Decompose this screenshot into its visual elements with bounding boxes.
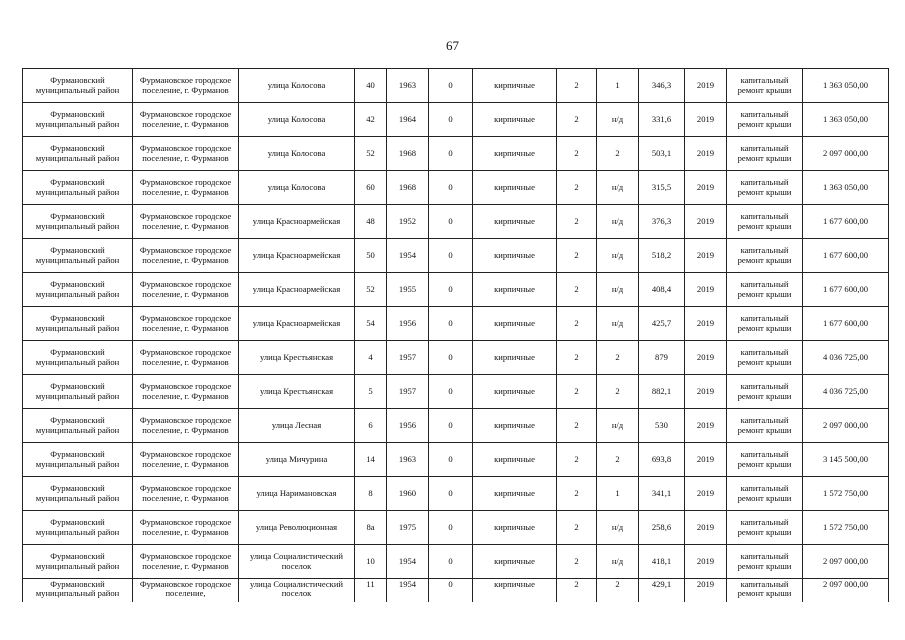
- work-type-cell: капитальный ремонт крыши: [727, 239, 803, 273]
- page-number: 67: [446, 38, 459, 53]
- area-cell: 341,1: [639, 477, 685, 511]
- cost-cell: 1 572 750,00: [803, 477, 889, 511]
- plan-year-cell: 2019: [685, 375, 727, 409]
- wall-material-cell: кирпичные: [473, 341, 557, 375]
- house-number-cell: 10: [355, 545, 387, 579]
- settlement-cell: Фурмановское городское поселение, г. Фурманов: [133, 239, 239, 273]
- district-cell: Фурмановский муниципальный район: [23, 341, 133, 375]
- plan-year-cell: 2019: [685, 205, 727, 239]
- work-type-cell: капитальный ремонт крыши: [727, 205, 803, 239]
- cost-cell: 2 097 000,00: [803, 545, 889, 579]
- area-cell: 258,6: [639, 511, 685, 545]
- cost-cell: 1 677 600,00: [803, 307, 889, 341]
- zero-value-cell: 0: [429, 205, 473, 239]
- build-year-cell: 1957: [387, 341, 429, 375]
- house-number-cell: 60: [355, 171, 387, 205]
- district-cell: Фурмановский муниципальный район: [23, 69, 133, 103]
- settlement-cell: Фурмановское городское поселение, г. Фурманов: [133, 409, 239, 443]
- district-cell: Фурмановский муниципальный район: [23, 409, 133, 443]
- floors-cell: 2: [557, 409, 597, 443]
- table-row: [23, 443, 889, 477]
- area-cell: 346,3: [639, 69, 685, 103]
- cost-cell: 1 677 600,00: [803, 239, 889, 273]
- table-row: [23, 273, 889, 307]
- house-number-cell: 4: [355, 341, 387, 375]
- zero-value-cell: 0: [429, 477, 473, 511]
- settlement-cell: Фурмановское городское поселение, г. Фурманов: [133, 205, 239, 239]
- house-number-cell: 54: [355, 307, 387, 341]
- street-cell: улица Красноармейская: [239, 239, 355, 273]
- cost-cell: 2 097 000,00: [803, 409, 889, 443]
- plan-year-cell: 2019: [685, 307, 727, 341]
- table-row: [23, 307, 889, 341]
- area-cell: 315,5: [639, 171, 685, 205]
- district-cell: Фурмановский муниципальный район: [23, 375, 133, 409]
- plan-year-cell: 2019: [685, 477, 727, 511]
- floors-cell: 2: [557, 375, 597, 409]
- zero-value-cell: 0: [429, 273, 473, 307]
- street-cell: улица Мичурина: [239, 443, 355, 477]
- area-cell: 503,1: [639, 137, 685, 171]
- cost-cell: 1 363 050,00: [803, 171, 889, 205]
- plan-year-cell: 2019: [685, 579, 727, 603]
- build-year-cell: 1955: [387, 273, 429, 307]
- cost-cell: 2 097 000,00: [803, 137, 889, 171]
- build-year-cell: 1956: [387, 409, 429, 443]
- entrances-cell: н/д: [597, 103, 639, 137]
- house-number-cell: 50: [355, 239, 387, 273]
- table-row: [23, 205, 889, 239]
- plan-year-cell: 2019: [685, 341, 727, 375]
- settlement-cell: Фурмановское городское поселение, г. Фурманов: [133, 273, 239, 307]
- settlement-cell: Фурмановское городское поселение, г. Фурманов: [133, 307, 239, 341]
- work-type-cell: капитальный ремонт крыши: [727, 511, 803, 545]
- settlement-cell: Фурмановское городское поселение, г. Фурманов: [133, 341, 239, 375]
- entrances-cell: 1: [597, 477, 639, 511]
- cost-cell: 1 363 050,00: [803, 103, 889, 137]
- wall-material-cell: кирпичные: [473, 205, 557, 239]
- house-number-cell: 5: [355, 375, 387, 409]
- house-number-cell: 11: [355, 579, 387, 603]
- street-cell: улица Социалистический поселок: [239, 579, 355, 603]
- house-number-cell: 52: [355, 273, 387, 307]
- build-year-cell: 1952: [387, 205, 429, 239]
- zero-value-cell: 0: [429, 341, 473, 375]
- build-year-cell: 1960: [387, 477, 429, 511]
- build-year-cell: 1957: [387, 375, 429, 409]
- entrances-cell: 2: [597, 137, 639, 171]
- street-cell: улица Колосова: [239, 69, 355, 103]
- area-cell: 425,7: [639, 307, 685, 341]
- wall-material-cell: кирпичные: [473, 443, 557, 477]
- wall-material-cell: кирпичные: [473, 171, 557, 205]
- entrances-cell: 1: [597, 69, 639, 103]
- zero-value-cell: 0: [429, 307, 473, 341]
- house-number-cell: 42: [355, 103, 387, 137]
- zero-value-cell: 0: [429, 171, 473, 205]
- build-year-cell: 1954: [387, 545, 429, 579]
- build-year-cell: 1968: [387, 137, 429, 171]
- street-cell: улица Наримановская: [239, 477, 355, 511]
- work-type-cell: капитальный ремонт крыши: [727, 409, 803, 443]
- house-number-cell: 8: [355, 477, 387, 511]
- zero-value-cell: 0: [429, 511, 473, 545]
- cost-cell: 4 036 725,00: [803, 341, 889, 375]
- cost-cell: 1 363 050,00: [803, 69, 889, 103]
- wall-material-cell: кирпичные: [473, 409, 557, 443]
- work-type-cell: капитальный ремонт крыши: [727, 477, 803, 511]
- settlement-cell: Фурмановское городское поселение,: [133, 579, 239, 603]
- cost-cell: 1 677 600,00: [803, 205, 889, 239]
- cost-cell: 4 036 725,00: [803, 375, 889, 409]
- work-type-cell: капитальный ремонт крыши: [727, 579, 803, 603]
- entrances-cell: н/д: [597, 239, 639, 273]
- area-cell: 408,4: [639, 273, 685, 307]
- settlement-cell: Фурмановское городское поселение, г. Фурманов: [133, 137, 239, 171]
- floors-cell: 2: [557, 273, 597, 307]
- settlement-cell: Фурмановское городское поселение, г. Фурманов: [133, 375, 239, 409]
- table-row: [23, 511, 889, 545]
- district-cell: Фурмановский муниципальный район: [23, 443, 133, 477]
- work-type-cell: капитальный ремонт крыши: [727, 443, 803, 477]
- entrances-cell: н/д: [597, 409, 639, 443]
- work-type-cell: капитальный ремонт крыши: [727, 307, 803, 341]
- floors-cell: 2: [557, 579, 597, 603]
- floors-cell: 2: [557, 69, 597, 103]
- area-cell: 518,2: [639, 239, 685, 273]
- table-row: [23, 137, 889, 171]
- street-cell: улица Крестьянская: [239, 375, 355, 409]
- entrances-cell: н/д: [597, 273, 639, 307]
- zero-value-cell: 0: [429, 409, 473, 443]
- zero-value-cell: 0: [429, 239, 473, 273]
- cost-cell: 1 677 600,00: [803, 273, 889, 307]
- settlement-cell: Фурмановское городское поселение, г. Фурманов: [133, 545, 239, 579]
- entrances-cell: 2: [597, 579, 639, 603]
- build-year-cell: 1975: [387, 511, 429, 545]
- house-number-cell: 48: [355, 205, 387, 239]
- wall-material-cell: кирпичные: [473, 307, 557, 341]
- work-type-cell: капитальный ремонт крыши: [727, 137, 803, 171]
- plan-year-cell: 2019: [685, 69, 727, 103]
- area-cell: 882,1: [639, 375, 685, 409]
- settlement-cell: Фурмановское городское поселение, г. Фурманов: [133, 171, 239, 205]
- district-cell: Фурмановский муниципальный район: [23, 273, 133, 307]
- district-cell: Фурмановский муниципальный район: [23, 545, 133, 579]
- cost-cell: 1 572 750,00: [803, 511, 889, 545]
- build-year-cell: 1963: [387, 443, 429, 477]
- plan-year-cell: 2019: [685, 239, 727, 273]
- house-number-cell: 52: [355, 137, 387, 171]
- area-cell: 879: [639, 341, 685, 375]
- table-row: [23, 69, 889, 103]
- district-cell: Фурмановский муниципальный район: [23, 103, 133, 137]
- street-cell: улица Красноармейская: [239, 273, 355, 307]
- settlement-cell: Фурмановское городское поселение, г. Фурманов: [133, 511, 239, 545]
- build-year-cell: 1964: [387, 103, 429, 137]
- build-year-cell: 1963: [387, 69, 429, 103]
- entrances-cell: 2: [597, 443, 639, 477]
- work-type-cell: капитальный ремонт крыши: [727, 103, 803, 137]
- build-year-cell: 1954: [387, 239, 429, 273]
- entrances-cell: н/д: [597, 511, 639, 545]
- settlement-cell: Фурмановское городское поселение, г. Фурманов: [133, 443, 239, 477]
- wall-material-cell: кирпичные: [473, 579, 557, 603]
- district-cell: Фурмановский муниципальный район: [23, 239, 133, 273]
- entrances-cell: 2: [597, 375, 639, 409]
- plan-year-cell: 2019: [685, 171, 727, 205]
- wall-material-cell: кирпичные: [473, 137, 557, 171]
- wall-material-cell: кирпичные: [473, 511, 557, 545]
- build-year-cell: 1956: [387, 307, 429, 341]
- wall-material-cell: кирпичные: [473, 69, 557, 103]
- wall-material-cell: кирпичные: [473, 103, 557, 137]
- zero-value-cell: 0: [429, 137, 473, 171]
- cost-cell: 3 145 500,00: [803, 443, 889, 477]
- cost-cell: 2 097 000,00: [803, 579, 889, 603]
- plan-year-cell: 2019: [685, 273, 727, 307]
- table-row: [23, 239, 889, 273]
- settlement-cell: Фурмановское городское поселение, г. Фурманов: [133, 477, 239, 511]
- floors-cell: 2: [557, 545, 597, 579]
- work-type-cell: капитальный ремонт крыши: [727, 375, 803, 409]
- area-cell: 429,1: [639, 579, 685, 603]
- street-cell: улица Крестьянская: [239, 341, 355, 375]
- floors-cell: 2: [557, 307, 597, 341]
- house-number-cell: 40: [355, 69, 387, 103]
- build-year-cell: 1968: [387, 171, 429, 205]
- street-cell: улица Колосова: [239, 103, 355, 137]
- plan-year-cell: 2019: [685, 409, 727, 443]
- zero-value-cell: 0: [429, 579, 473, 603]
- area-cell: 693,8: [639, 443, 685, 477]
- district-cell: Фурмановский муниципальный район: [23, 579, 133, 603]
- street-cell: улица Красноармейская: [239, 205, 355, 239]
- street-cell: улица Колосова: [239, 171, 355, 205]
- zero-value-cell: 0: [429, 103, 473, 137]
- plan-year-cell: 2019: [685, 103, 727, 137]
- zero-value-cell: 0: [429, 545, 473, 579]
- floors-cell: 2: [557, 171, 597, 205]
- table-row: [23, 409, 889, 443]
- plan-year-cell: 2019: [685, 443, 727, 477]
- entrances-cell: 2: [597, 341, 639, 375]
- table-row: [23, 171, 889, 205]
- house-number-cell: 14: [355, 443, 387, 477]
- area-cell: 331,6: [639, 103, 685, 137]
- floors-cell: 2: [557, 511, 597, 545]
- table-row: [23, 579, 889, 603]
- entrances-cell: н/д: [597, 171, 639, 205]
- table-row: [23, 341, 889, 375]
- floors-cell: 2: [557, 137, 597, 171]
- wall-material-cell: кирпичные: [473, 545, 557, 579]
- street-cell: улица Лесная: [239, 409, 355, 443]
- wall-material-cell: кирпичные: [473, 239, 557, 273]
- settlement-cell: Фурмановское городское поселение, г. Фурманов: [133, 69, 239, 103]
- repair-program-table: [22, 68, 889, 602]
- table-row: [23, 103, 889, 137]
- table-row: [23, 477, 889, 511]
- floors-cell: 2: [557, 205, 597, 239]
- area-cell: 418,1: [639, 545, 685, 579]
- area-cell: 530: [639, 409, 685, 443]
- plan-year-cell: 2019: [685, 511, 727, 545]
- street-cell: улица Социалистический поселок: [239, 545, 355, 579]
- work-type-cell: капитальный ремонт крыши: [727, 69, 803, 103]
- work-type-cell: капитальный ремонт крыши: [727, 545, 803, 579]
- entrances-cell: н/д: [597, 545, 639, 579]
- street-cell: улица Красноармейская: [239, 307, 355, 341]
- wall-material-cell: кирпичные: [473, 273, 557, 307]
- work-type-cell: капитальный ремонт крыши: [727, 273, 803, 307]
- table-body: [23, 69, 889, 603]
- table-row: [23, 545, 889, 579]
- district-cell: Фурмановский муниципальный район: [23, 307, 133, 341]
- house-number-cell: 6: [355, 409, 387, 443]
- floors-cell: 2: [557, 443, 597, 477]
- house-number-cell: 8а: [355, 511, 387, 545]
- district-cell: Фурмановский муниципальный район: [23, 511, 133, 545]
- zero-value-cell: 0: [429, 443, 473, 477]
- district-cell: Фурмановский муниципальный район: [23, 477, 133, 511]
- zero-value-cell: 0: [429, 69, 473, 103]
- work-type-cell: капитальный ремонт крыши: [727, 341, 803, 375]
- settlement-cell: Фурмановское городское поселение, г. Фурманов: [133, 103, 239, 137]
- floors-cell: 2: [557, 239, 597, 273]
- area-cell: 376,3: [639, 205, 685, 239]
- work-type-cell: капитальный ремонт крыши: [727, 171, 803, 205]
- floors-cell: 2: [557, 103, 597, 137]
- wall-material-cell: кирпичные: [473, 477, 557, 511]
- plan-year-cell: 2019: [685, 137, 727, 171]
- street-cell: улица Колосова: [239, 137, 355, 171]
- zero-value-cell: 0: [429, 375, 473, 409]
- build-year-cell: 1954: [387, 579, 429, 603]
- street-cell: улица Революционная: [239, 511, 355, 545]
- table-row: [23, 375, 889, 409]
- district-cell: Фурмановский муниципальный район: [23, 205, 133, 239]
- entrances-cell: н/д: [597, 205, 639, 239]
- floors-cell: 2: [557, 477, 597, 511]
- district-cell: Фурмановский муниципальный район: [23, 137, 133, 171]
- wall-material-cell: кирпичные: [473, 375, 557, 409]
- district-cell: Фурмановский муниципальный район: [23, 171, 133, 205]
- floors-cell: 2: [557, 341, 597, 375]
- entrances-cell: н/д: [597, 307, 639, 341]
- plan-year-cell: 2019: [685, 545, 727, 579]
